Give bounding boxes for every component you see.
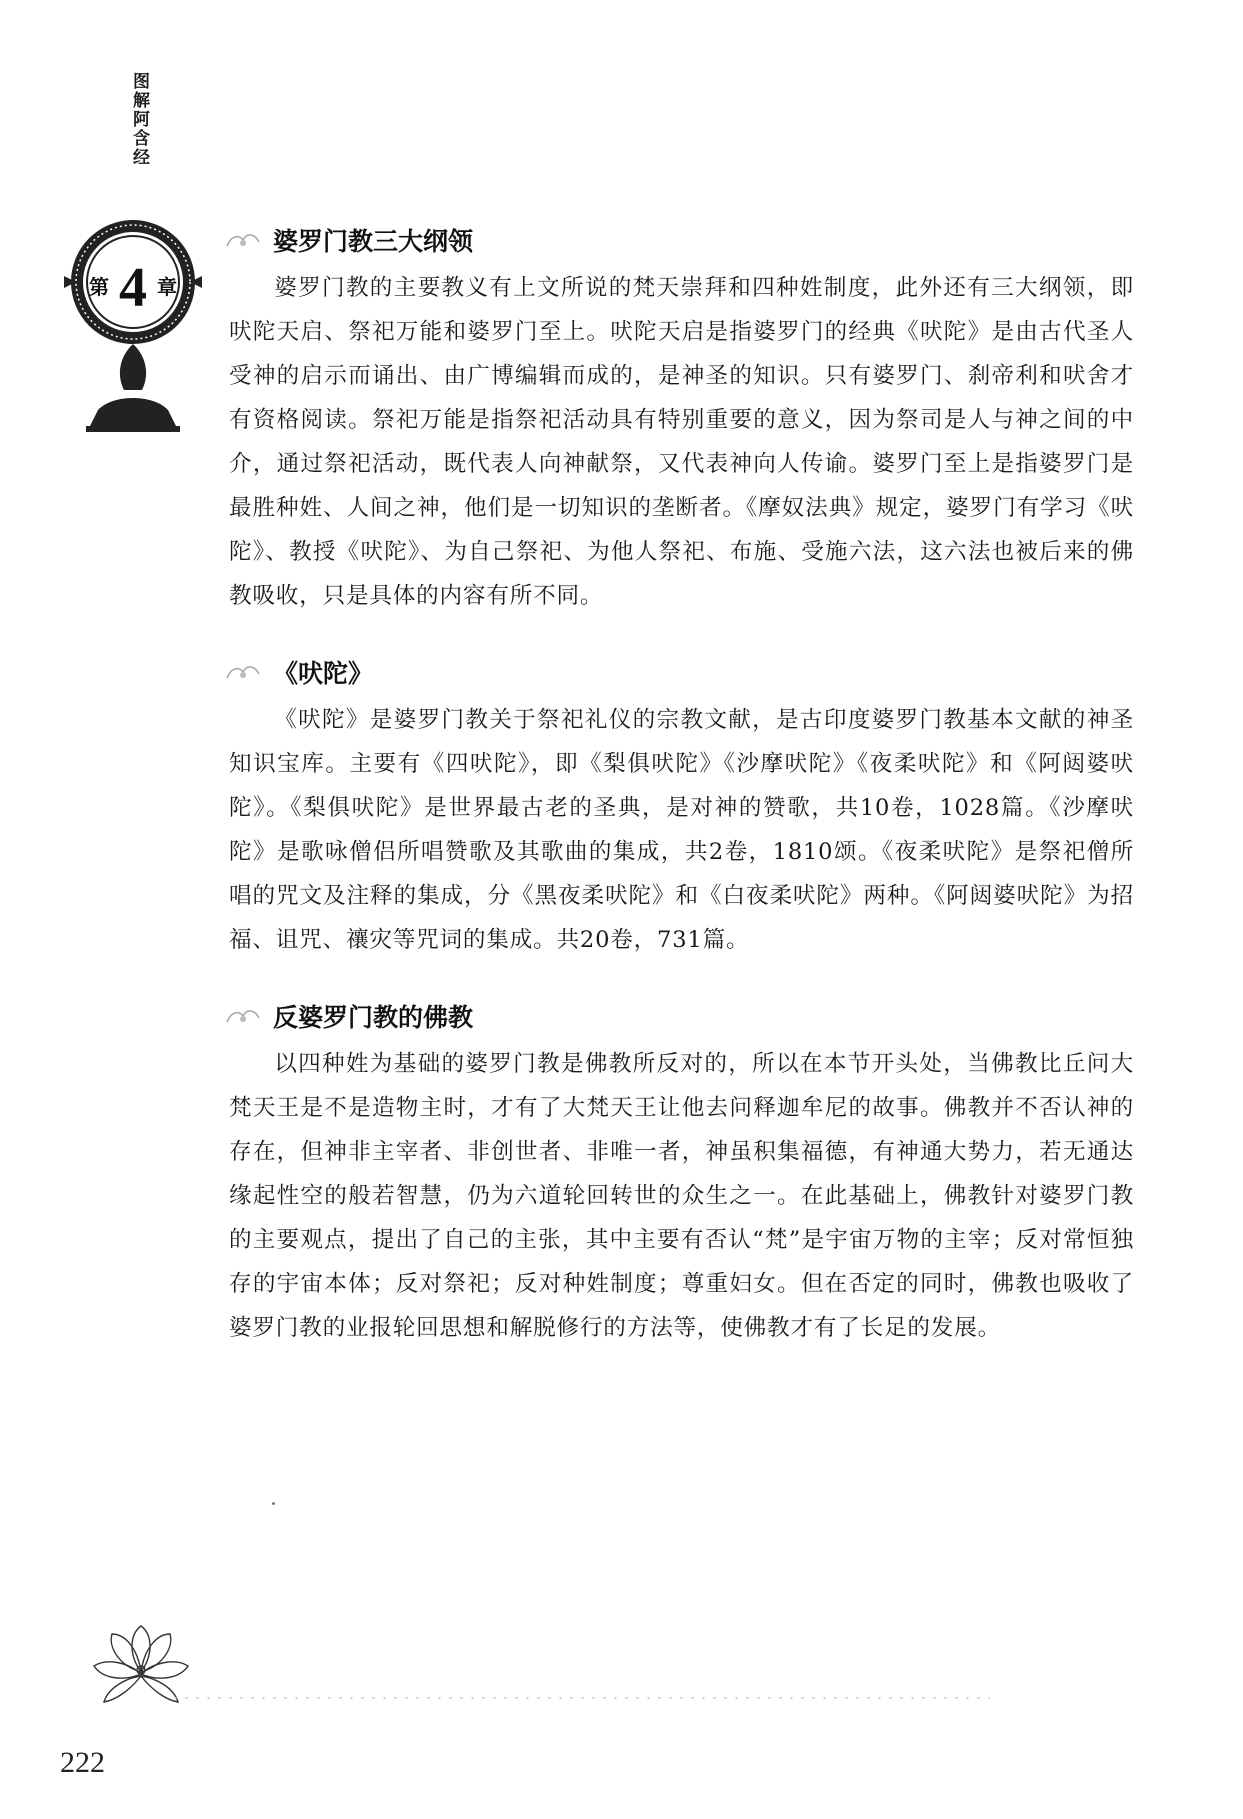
- section-heading: [229, 652, 1134, 692]
- chapter-suffix: 章: [157, 275, 177, 299]
- section-heading: [229, 220, 1134, 260]
- section-three-principles: [229, 220, 1134, 618]
- section-heading-text: 《吠陀》: [273, 659, 374, 688]
- flower-bullet-icon: [221, 226, 265, 254]
- section-body: 《吠陀》是婆罗门教关于祭祀礼仪的宗教文献，是古印度婆罗门教基本文献的神圣知识宝库。主要有《四吠陀》，即《梨俱吠陀》《沙摩吠陀》《夜柔吠陀》和《阿闼婆吠陀》。《梨俱吠陀》是世界最古老的圣典，是对神的赞歌，共10卷，1028篇。《沙摩吠陀》是歌咏僧侣所唱赞歌及其歌曲的集成，共2卷，1810颂。《夜柔吠陀》是祭祀僧所唱的咒文及注释的集成，分《黑夜柔吠陀》和《白夜柔吠陀》两种。《阿闼婆吠陀》为招福、诅咒、禳灾等咒词的集成。共20卷，731篇。: [229, 707, 1134, 953]
- page-number: 222: [60, 1746, 105, 1779]
- chapter-number: 4: [119, 257, 147, 319]
- book-title: 图解阿含经: [129, 72, 149, 167]
- section-anti-brahmanism: [229, 996, 1134, 1350]
- section-heading-text: 反婆罗门教的佛教: [273, 1003, 474, 1032]
- badge-ornament: [64, 220, 202, 432]
- section-heading: [229, 996, 1134, 1036]
- section-veda: [229, 652, 1134, 962]
- section-body: 婆罗门教的主要教义有上文所说的梵天崇拜和四种姓制度，此外还有三大纲领，即吠陀天启、祭祀万能和婆罗门至上。吠陀天启是指婆罗门的经典《吠陀》是由古代圣人受神的启示而诵出、由广博编辑而成的，是神圣的知识。只有婆罗门、刹帝利和吠舍才有资格阅读。祭祀万能是指祭祀活动具有特别重要的意义，因为祭司是人与神之间的中介，通过祭祀活动，既代表人向神献祭，又代表神向人传谕。婆罗门至上是指婆罗门是最胜种姓、人间之神，他们是一切知识的垄断者。《摩奴法典》规定，婆罗门有学习《吠陀》、教授《吠陀》、为自己祭祀、为他人祭祀、布施、受施六法，这六法也被后来的佛教吸收，只是具体的内容有所不同。: [229, 275, 1134, 609]
- section-heading-text: 婆罗门教三大纲领: [273, 227, 474, 256]
- chapter-badge: [58, 214, 208, 444]
- section-body: 以四种姓为基础的婆罗门教是佛教所反对的，所以在本节开头处，当佛教比丘问大梵天王是不是造物主时，才有了大梵天王让他去问释迦牟尼的故事。佛教并不否认神的存在，但神非主宰者、非创世者、非唯一者，神虽积集福德，有神通大势力，若无通达缘起性空的般若智慧，仍为六道轮回转世的众生之一。在此基础上，佛教针对婆罗门教的主要观点，提出了自己的主张，其中主要有否认“梵”是宇宙万物的主宰；反对常恒独存的宇宙本体；反对祭祀；反对种姓制度；尊重妇女。但在否定的同时，佛教也吸收了婆罗门教的业报轮回思想和解脱修行的方法等，使佛教才有了长足的发展。: [229, 1051, 1134, 1341]
- chapter-prefix: 第: [89, 275, 109, 299]
- footer-dotted-line: [170, 1697, 990, 1699]
- main-content: [229, 220, 1134, 1384]
- stray-dot: [272, 1502, 275, 1505]
- flower-bullet-icon: [221, 1002, 265, 1030]
- flower-bullet-icon: [221, 658, 265, 686]
